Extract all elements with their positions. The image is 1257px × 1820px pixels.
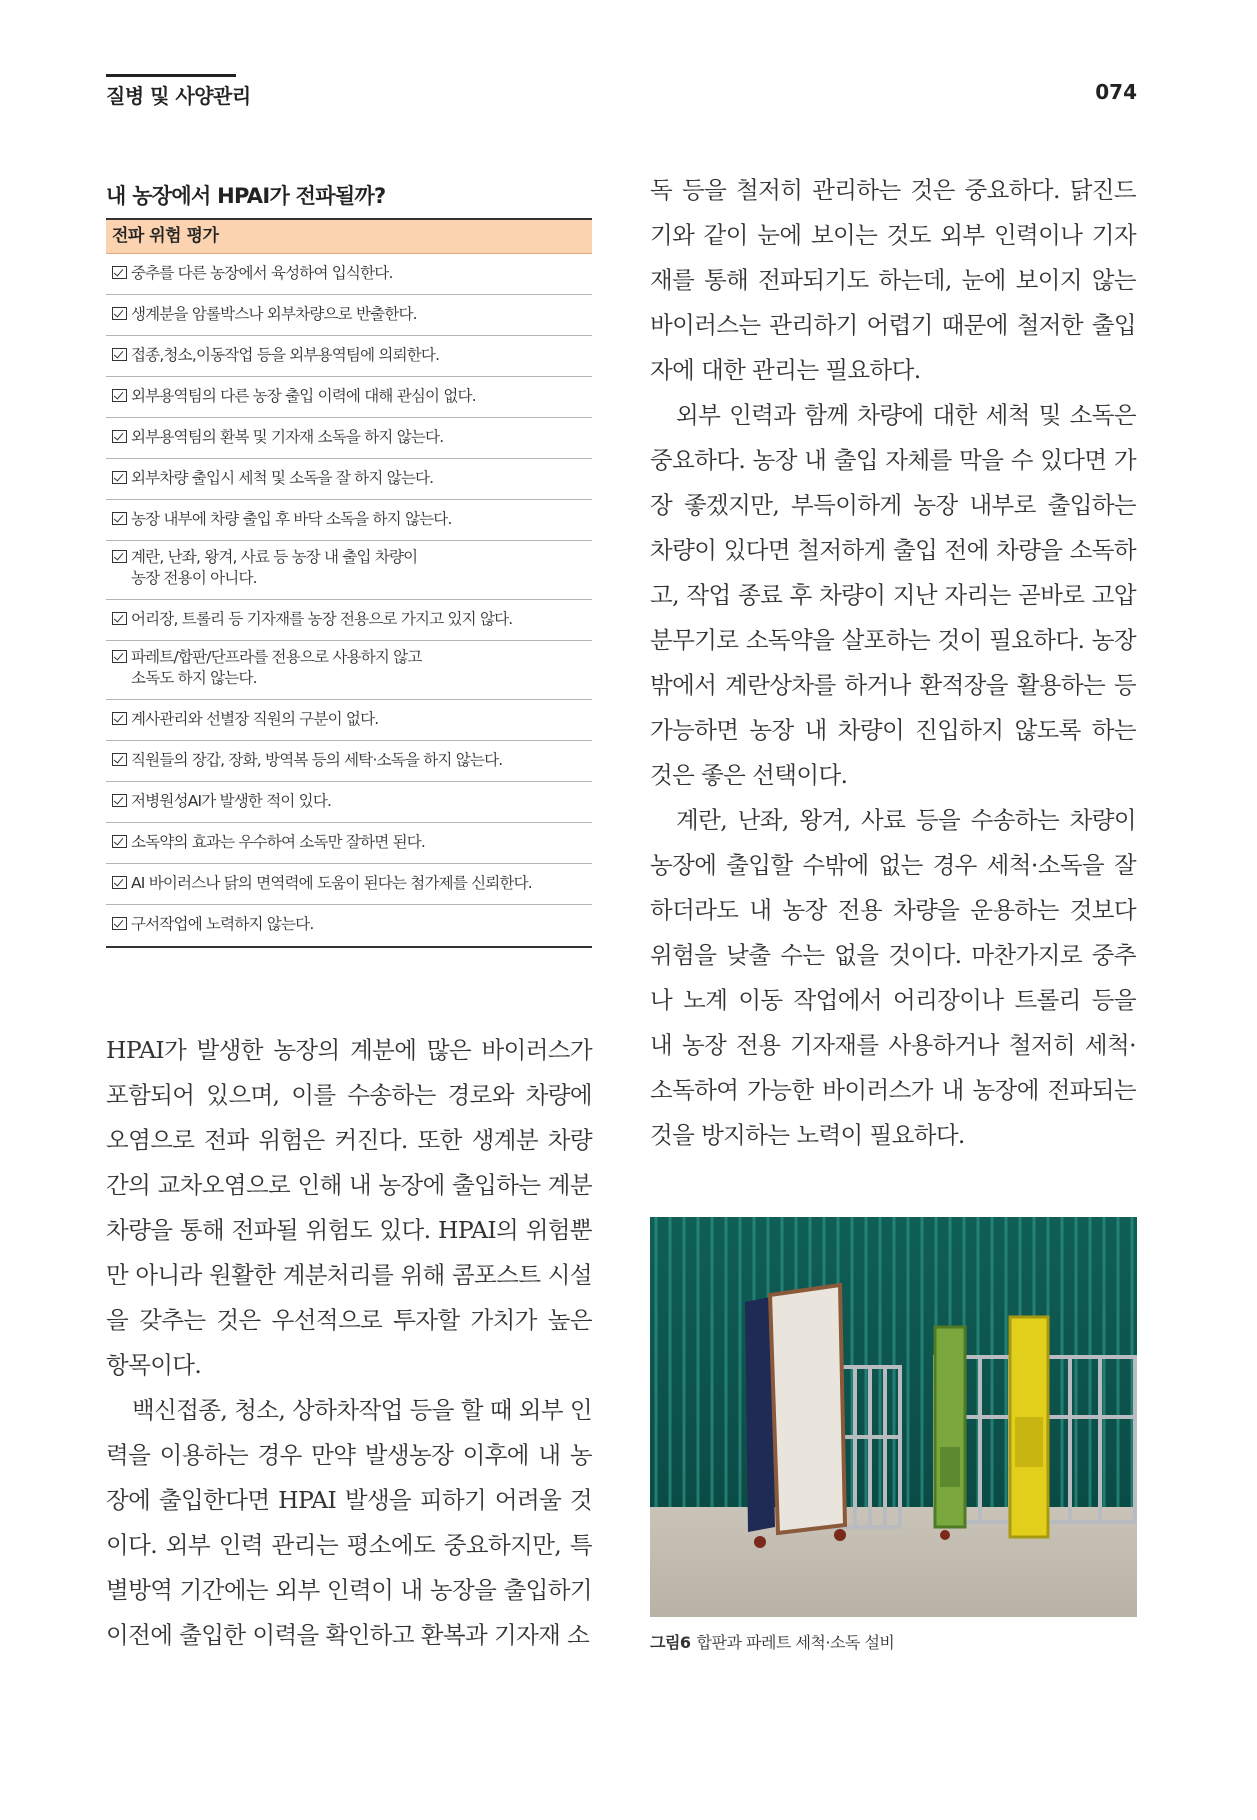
- checkbox-checked-icon: [112, 712, 127, 725]
- checklist-title: 내 농장에서 HPAI가 전파될까?: [106, 184, 386, 208]
- checkbox-checked-icon: [112, 917, 127, 930]
- right-column-text: [650, 168, 1136, 1158]
- checklist-item-text: 외부용역팀의 환복 및 기자재 소독을 하지 않는다.: [131, 428, 444, 446]
- checkbox-checked-icon: [112, 348, 127, 361]
- checklist-item: [106, 741, 592, 782]
- checklist-table: [106, 218, 592, 948]
- header-rule: [106, 74, 236, 77]
- checklist-item-text: 외부용역팀의 다른 농장 출입 이력에 대해 관심이 없다.: [131, 387, 476, 405]
- checkbox-checked-icon: [112, 389, 127, 402]
- checkbox-checked-icon: [112, 430, 127, 443]
- checklist-rows: [106, 254, 592, 946]
- checklist-item: [106, 500, 592, 541]
- checklist-item-text: 어리장, 트롤리 등 기자재를 농장 전용으로 가지고 있지 않다.: [131, 610, 513, 628]
- checklist-item-text: 농장 내부에 차량 출입 후 바닥 소독을 하지 않는다.: [131, 510, 452, 528]
- checklist-item: [106, 254, 592, 295]
- paragraph: HPAI가 발생한 농장의 계분에 많은 바이러스가 포함되어 있으며, 이를 수송하는 경로와 차량에 오염으로 전파 위험은 커진다. 또한 생계분 차량 간의 교차오염으로 인해 내 농장에 출입하는 계분 차량을 통해 전파될 위험도 있다. HPAI의 위험뿐만 아니라 원활한 계분처리를 위해 콤포스트 시설을 갖추는 것은 우선적으로 투자할 가치가 높은 항목이다.: [106, 1036, 592, 1379]
- checkbox-checked-icon: [112, 612, 127, 625]
- photo-illustration: [650, 1217, 1137, 1617]
- checklist-item: [106, 782, 592, 823]
- paragraph: 백신접종, 청소, 상하차작업 등을 할 때 외부 인력을 이용하는 경우 만약 발생농장 이후에 내 농장에 출입한다면 HPAI 발생을 피하기 어려울 것이다. 외부 인력 관리는 평소에도 중요하지만, 특별방역 기간에는 외부 인력이 내 농장을 출입하기 이전에 출입한 이력을 확인하고 환복과 기자재 소: [106, 1396, 592, 1649]
- paragraph: 외부 인력과 함께 차량에 대한 세척 및 소독은 중요하다. 농장 내 출입 자체를 막을 수 있다면 가장 좋겠지만, 부득이하게 농장 내부로 출입하는 차량이 있다면 철저하게 출입 전에 차량을 소독하고, 작업 종료 후 차량이 지난 자리는 곧바로 고압분무기로 소독약을 살포하는 것이 필요하다. 농장 밖에서 계란상차를 하거나 환적장을 활용하는 등 가능하면 농장 내 차량이 진입하지 않도록 하는 것은 좋은 선택이다.: [650, 401, 1136, 789]
- checklist-header: 전파 위험 평가: [106, 220, 592, 254]
- checkbox-checked-icon: [112, 876, 127, 889]
- page-number: 074: [1095, 80, 1137, 104]
- checkbox-checked-icon: [112, 753, 127, 766]
- checklist-item-text: 구서작업에 노력하지 않는다.: [131, 915, 314, 933]
- checkbox-checked-icon: [112, 650, 127, 663]
- left-column-text: [106, 1028, 592, 1658]
- checklist-item-text: 소독약의 효과는 우수하여 소독만 잘하면 된다.: [131, 833, 426, 851]
- checklist-item-text: AI 바이러스나 닭의 면역력에 도움이 된다는 첨가제를 신뢰한다.: [131, 874, 532, 892]
- checkbox-checked-icon: [112, 266, 127, 279]
- checklist-item: [106, 905, 592, 946]
- checkbox-checked-icon: [112, 794, 127, 807]
- checklist-item-text: 생계분을 암롤박스나 외부차량으로 반출한다.: [131, 305, 417, 323]
- checklist-item-text: 계란, 난좌, 왕겨, 사료 등 농장 내 출입 차량이 농장 전용이 아니다.: [131, 548, 418, 587]
- checkbox-checked-icon: [112, 835, 127, 848]
- checklist-item: [106, 336, 592, 377]
- checkbox-checked-icon: [112, 471, 127, 484]
- checkbox-checked-icon: [112, 307, 127, 320]
- checklist-item: [106, 641, 592, 700]
- checklist-item: [106, 295, 592, 336]
- figure-caption-text: 합판과 파레트 세척·소독 설비: [696, 1633, 895, 1652]
- figure-caption: [650, 1630, 894, 1653]
- paragraph: 계란, 난좌, 왕겨, 사료 등을 수송하는 차량이 농장에 출입할 수밖에 없는 경우 세척·소독을 잘 하더라도 내 농장 전용 차량을 운용하는 것보다 위험을 낮출 수는 없을 것이다. 마찬가지로 중추나 노계 이동 작업에서 어리장이나 트롤리 등을 내 농장 전용 기자재를 사용하거나 철저히 세척·소독하여 가능한 바이러스가 내 농장에 전파되는 것을 방지하는 노력이 필요하다.: [650, 806, 1136, 1149]
- checklist-item-text: 외부차량 출입시 세척 및 소독을 잘 하지 않는다.: [131, 469, 434, 487]
- checklist-item-text: 직원들의 장갑, 장화, 방역복 등의 세탁·소독을 하지 않는다.: [131, 751, 503, 769]
- checklist-item-text: 계사관리와 선별장 직원의 구분이 없다.: [131, 710, 379, 728]
- checklist-item: [106, 600, 592, 641]
- figure-label: 그림6: [650, 1633, 691, 1652]
- checklist-item: [106, 823, 592, 864]
- checkbox-checked-icon: [112, 512, 127, 525]
- checklist-item-text: 저병원성AI가 발생한 적이 있다.: [131, 792, 332, 810]
- checklist-item-text: 중추를 다른 농장에서 육성하여 입식한다.: [131, 264, 393, 282]
- paragraph: 독 등을 철저히 관리하는 것은 중요하다. 닭진드기와 같이 눈에 보이는 것도 외부 인력이나 기자재를 통해 전파되기도 하는데, 눈에 보이지 않는 바이러스는 관리하기 어렵기 때문에 철저한 출입자에 대한 관리는 필요하다.: [650, 176, 1136, 384]
- checklist-item-text: 접종,청소,이동작업 등을 외부용역팀에 의뢰한다.: [131, 346, 440, 364]
- checklist-item: [106, 418, 592, 459]
- checklist-item: [106, 541, 592, 600]
- checklist-item: [106, 459, 592, 500]
- checklist-item: [106, 700, 592, 741]
- checklist-item: [106, 377, 592, 418]
- checklist-item-text: 파레트/합판/단프라를 전용으로 사용하지 않고 소독도 하지 않는다.: [131, 648, 422, 687]
- section-title: 질병 및 사양관리: [106, 84, 251, 108]
- figure-photo: [650, 1217, 1137, 1617]
- checkbox-checked-icon: [112, 550, 127, 563]
- checklist-item: [106, 864, 592, 905]
- risk-checklist: [106, 180, 592, 948]
